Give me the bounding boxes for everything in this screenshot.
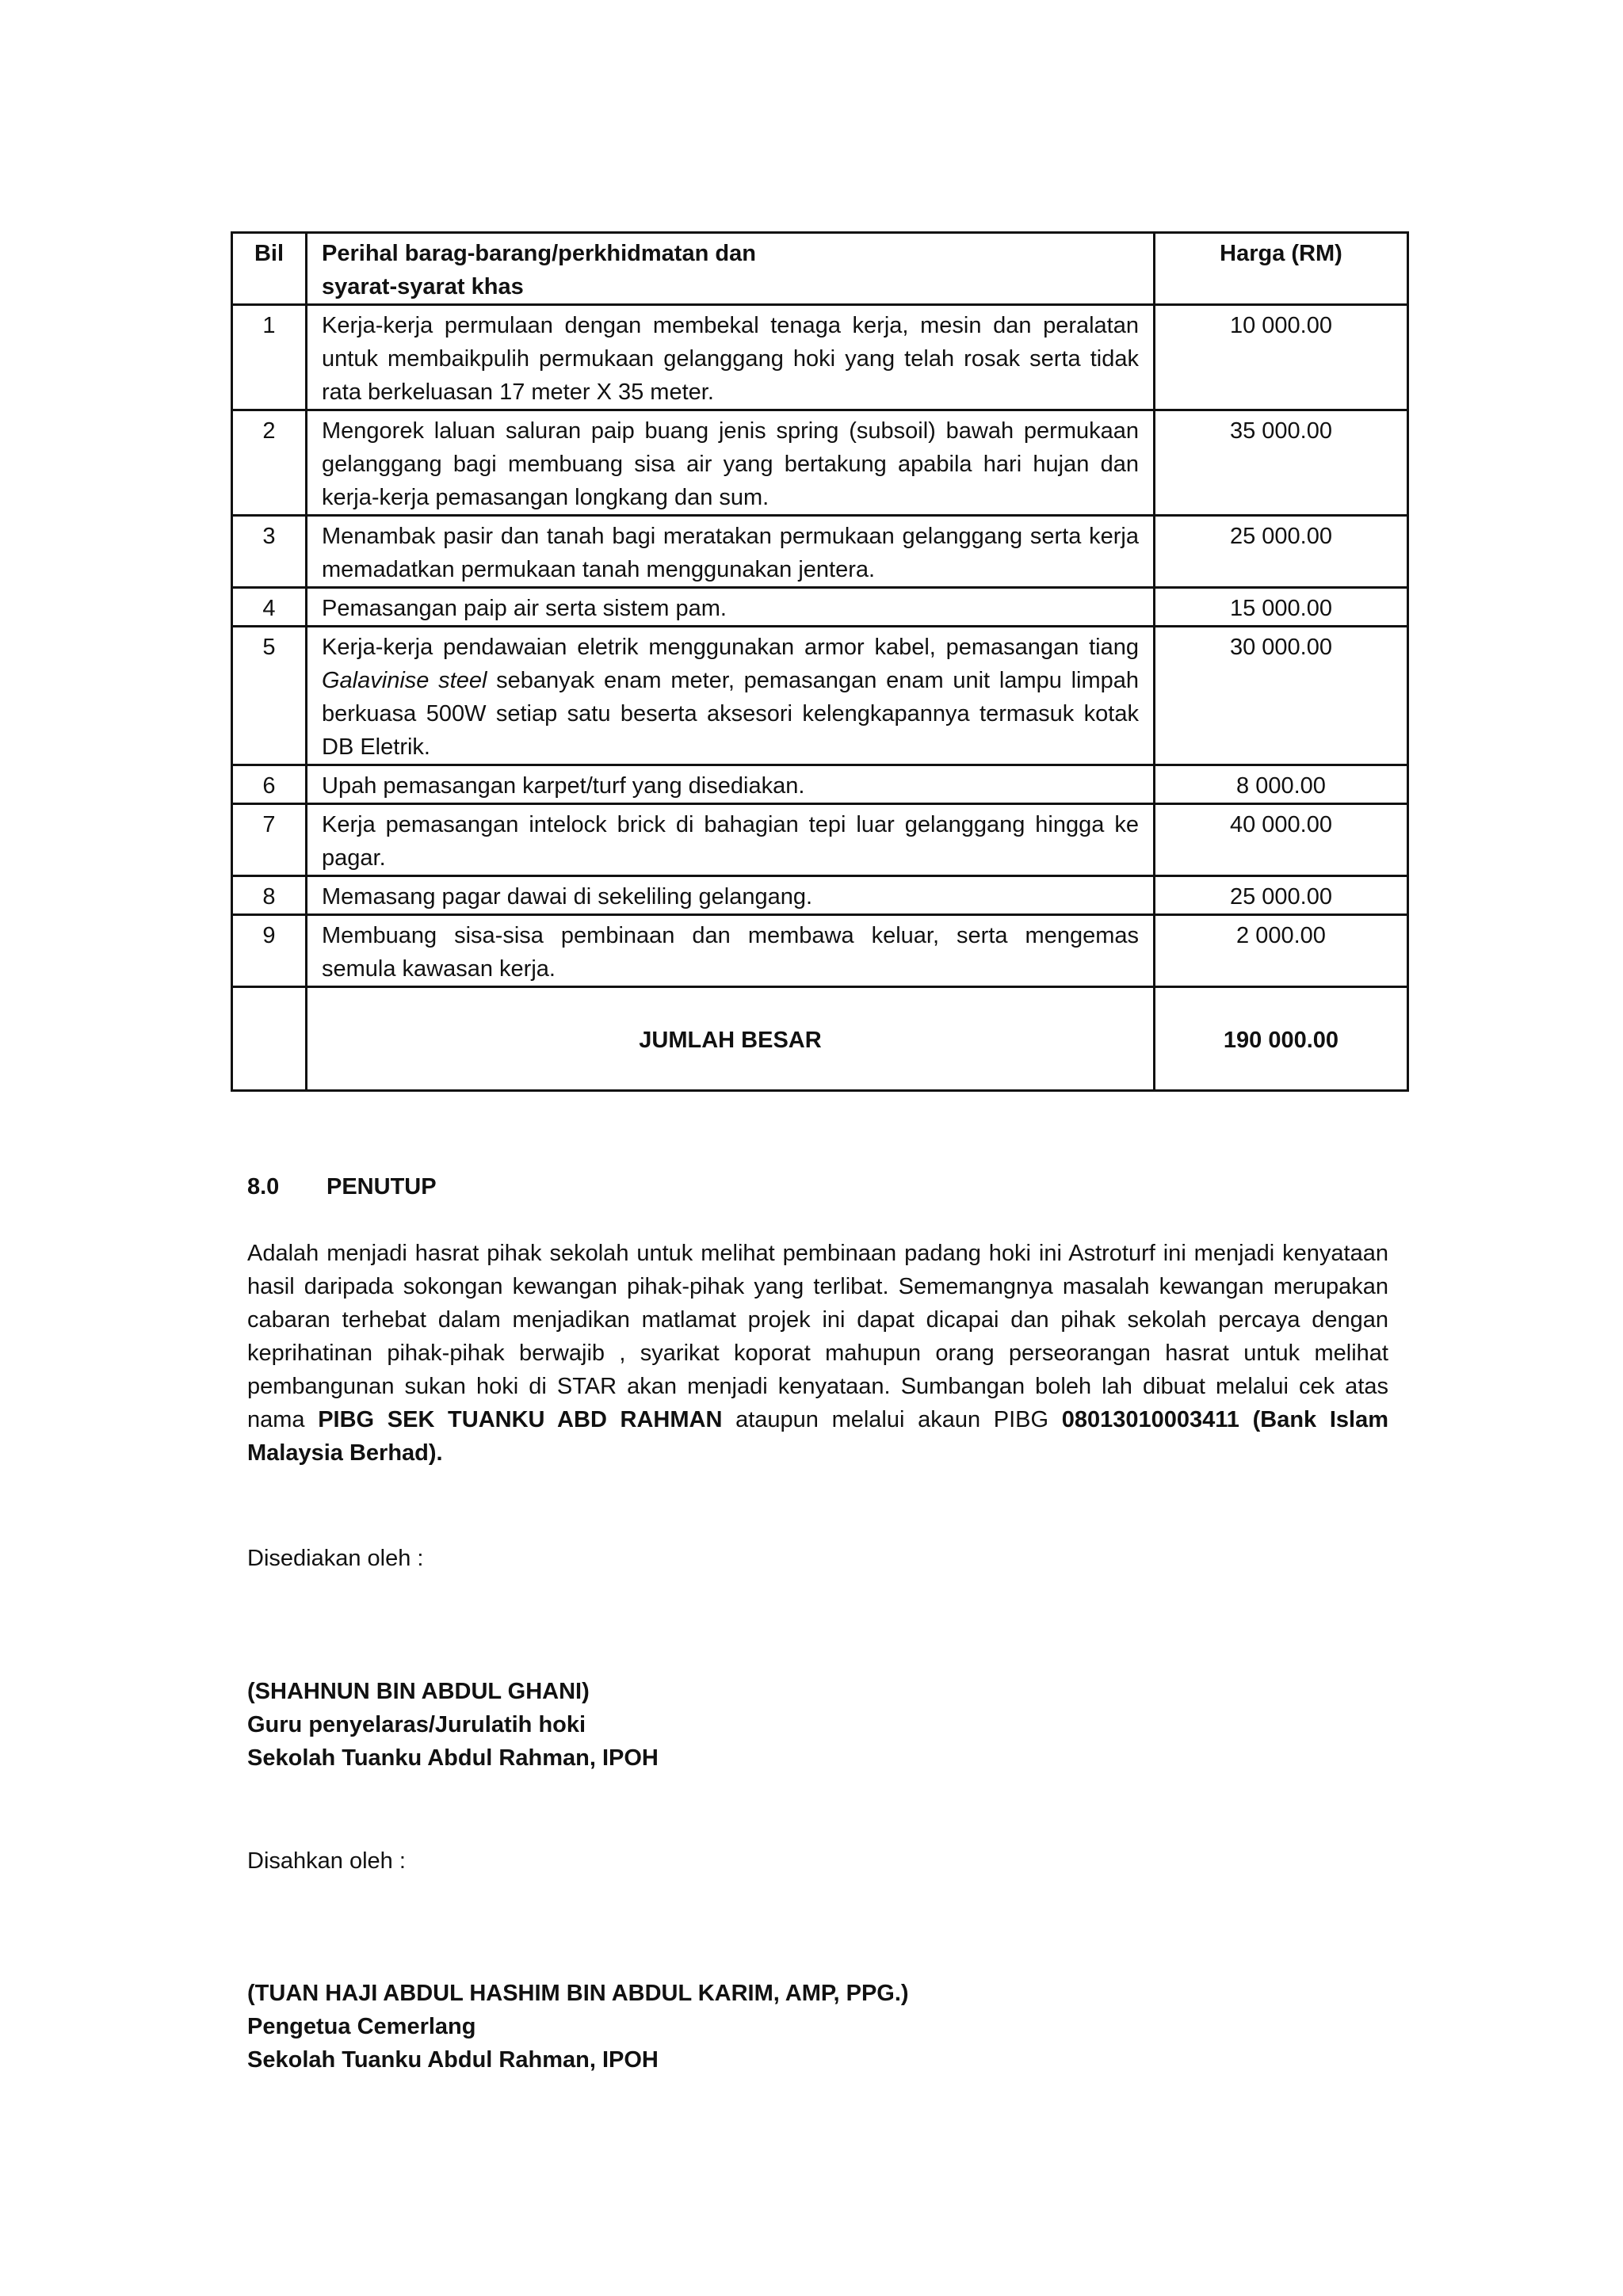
row-description: Memasang pagar dawai di sekeliling gelangang.	[307, 876, 1155, 915]
table-total-row	[232, 987, 1408, 1091]
closing-paragraph	[247, 1237, 1388, 1470]
header-description-line1: Perihal barag-barang/perkhidmatan dan	[322, 241, 756, 266]
row-price: 2 000.00	[1155, 915, 1408, 987]
prepared-name: (SHAHNUN BIN ABDUL GHANI)	[247, 1679, 590, 1704]
approved-school: Sekolah Tuanku Abdul Rahman, IPOH	[247, 2047, 659, 2073]
table-row	[232, 627, 1408, 765]
table-row	[232, 516, 1408, 588]
prepared-signature-block	[247, 1675, 1388, 1775]
row-description: Kerja pemasangan intelock brick di bahagian tepi luar gelanggang hingga ke pagar.	[307, 804, 1155, 876]
row-description: Menambak pasir dan tanah bagi meratakan permukaan gelanggang serta kerja memadatkan permukaan tanah menggunakan jentera.	[307, 516, 1155, 588]
table-row	[232, 804, 1408, 876]
row-bil: 2	[232, 410, 307, 516]
section-title: PENUTUP	[327, 1174, 437, 1199]
approved-name: (TUAN HAJI ABDUL HASHIM BIN ABDUL KARIM, AMP, PPG.)	[247, 1981, 909, 2006]
paragraph-text-1: Adalah menjadi hasrat pihak sekolah untuk melihat pembinaan padang hoki ini Astroturf ini menjadi kenyataan hasil daripada sokongan kewangan pihak-pihak yang terlibat. Sememangnya masalah kewangan merupakan cabaran terhebat dalam menjadikan matlamat projek ini dapat dicapai dan pihak sekolah percaya dengan keprihatinan pihak-pihak berwajib , syarikat koporat mahupun orang perseorangan hasrat untuk melihat pembangunan sukan hoki di STAR akan menjadi kenyataan. Sumbangan boleh lah dibuat melalui cek atas nama	[247, 1241, 1388, 1432]
row-description: Kerja-kerja permulaan dengan membekal tenaga kerja, mesin dan peralatan untuk membaikpulih permukaan gelanggang hoki yang telah rosak serta tidak rata berkeluasan 17 meter X 35 meter.	[307, 305, 1155, 410]
table-row	[232, 765, 1408, 804]
row-bil: 4	[232, 588, 307, 627]
table-row	[232, 410, 1408, 516]
header-price: Harga (RM)	[1155, 233, 1408, 305]
row-price: 15 000.00	[1155, 588, 1408, 627]
section-heading	[247, 1170, 1388, 1203]
row-bil: 8	[232, 876, 307, 915]
table-row	[232, 305, 1408, 410]
row-description	[307, 627, 1155, 765]
row-bil: 1	[232, 305, 307, 410]
row-bil: 9	[232, 915, 307, 987]
row-bil: 6	[232, 765, 307, 804]
row-price: 35 000.00	[1155, 410, 1408, 516]
prepared-by-label: Disediakan oleh :	[247, 1546, 424, 1571]
table-row	[232, 876, 1408, 915]
row-description-part2: sebanyak enam meter, pemasangan enam unit lampu limpah berkuasa 500W setiap satu beserta aksesori kelengkapannya termasuk kotak DB Eletrik.	[322, 668, 1140, 760]
table-row	[232, 588, 1408, 627]
total-empty-cell	[232, 987, 307, 1091]
table-header-row	[232, 233, 1408, 305]
row-description: Membuang sisa-sisa pembinaan dan membawa keluar, serta mengemas semula kawasan kerja.	[307, 915, 1155, 987]
prepared-school: Sekolah Tuanku Abdul Rahman, IPOH	[247, 1745, 659, 1771]
row-description: Pemasangan paip air serta sistem pam.	[307, 588, 1155, 627]
row-price: 10 000.00	[1155, 305, 1408, 410]
header-description	[307, 233, 1155, 305]
header-bil: Bil	[232, 233, 307, 305]
prepared-role: Guru penyelaras/Jurulatih hoki	[247, 1712, 586, 1737]
paragraph-bold-payee: PIBG SEK TUANKU ABD RAHMAN	[318, 1407, 723, 1432]
row-description-part1: Kerja-kerja pendawaian eletrik menggunakan armor kabel, pemasangan tiang	[322, 635, 1139, 660]
row-price: 25 000.00	[1155, 876, 1408, 915]
total-value: 190 000.00	[1155, 987, 1408, 1091]
section-number: 8.0	[247, 1174, 280, 1199]
row-description: Mengorek laluan saluran paip buang jenis spring (subsoil) bawah permukaan gelanggang bagi membuang sisa air yang bertakung apabila hari hujan dan kerja-kerja pemasangan longkang dan sum.	[307, 410, 1155, 516]
paragraph-bold-account: 08013010003411 (Bank Islam Malaysia Berhad).	[247, 1407, 1388, 1466]
row-price: 8 000.00	[1155, 765, 1408, 804]
approved-role: Pengetua Cemerlang	[247, 2014, 476, 2039]
row-price: 30 000.00	[1155, 627, 1408, 765]
row-price: 25 000.00	[1155, 516, 1408, 588]
table-row	[232, 915, 1408, 987]
header-description-line2: syarat-syarat khas	[322, 274, 524, 299]
approved-signature-block	[247, 1977, 1388, 2077]
paragraph-text-2: ataupun melalui akaun PIBG	[722, 1407, 1062, 1432]
approved-by-label: Disahkan oleh :	[247, 1848, 406, 1874]
cost-table	[231, 231, 1409, 1092]
row-bil: 3	[232, 516, 307, 588]
row-price: 40 000.00	[1155, 804, 1408, 876]
row-bil: 5	[232, 627, 307, 765]
row-description-italic: Galavinise steel	[322, 668, 487, 693]
row-description: Upah pemasangan karpet/turf yang disediakan.	[307, 765, 1155, 804]
row-bil: 7	[232, 804, 307, 876]
total-label: JUMLAH BESAR	[307, 987, 1155, 1091]
